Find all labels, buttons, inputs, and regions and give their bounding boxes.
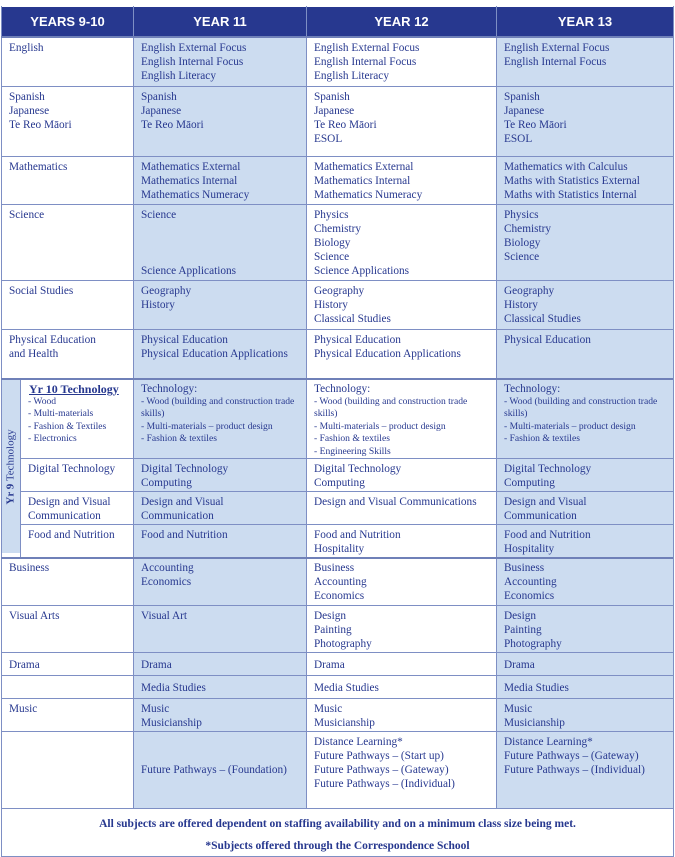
subject-line: Physical Education Applications <box>314 348 461 360</box>
subject-line: Media Studies <box>314 682 379 694</box>
subject-line: Geography <box>141 285 192 297</box>
subject-line: Physical Education Applications <box>141 348 288 360</box>
cell-tech-y11 <box>134 378 306 458</box>
subject-line: - Wood (building and construction trade skills) <box>141 396 295 420</box>
cell-business-y13 <box>497 557 673 605</box>
subject-line: Spanish <box>9 91 45 103</box>
cell-business-y910 <box>2 557 133 605</box>
cell-drama-y910 <box>2 652 133 675</box>
subject-line: Business <box>314 562 355 574</box>
subject-line: Computing <box>141 477 192 489</box>
subject-line: Media Studies <box>141 682 206 694</box>
grid-line <box>1 652 673 653</box>
subject-line: Hospitality <box>314 543 365 555</box>
subject-line: Digital Technology <box>504 463 592 475</box>
technology-heading: Yr 10 Technology <box>29 382 119 396</box>
subject-line: Future Pathways – (Gateway) <box>314 764 449 776</box>
cell-visual_arts-y13 <box>497 605 673 652</box>
cell-maths-y13 <box>497 156 673 204</box>
subject-line: Digital Technology <box>314 463 402 475</box>
subject-line: Visual Art <box>141 610 188 622</box>
cell-media-y12 <box>307 675 496 698</box>
cell-music-y11 <box>134 698 306 731</box>
cell-social-y13 <box>497 280 673 329</box>
subject-line: Drama <box>9 659 40 671</box>
cell-pathways-y11 <box>134 731 306 808</box>
cell-maths-y910 <box>2 156 133 204</box>
header-year-13: YEAR 13 <box>497 7 673 36</box>
header-year-12: YEAR 12 <box>307 7 496 36</box>
cell-tech-y910 <box>21 378 133 458</box>
subject-line: Science <box>504 251 540 263</box>
cell-pe-y12 <box>307 329 496 378</box>
subject-line: Drama <box>504 659 535 671</box>
subject-line: Design and Visual <box>504 496 587 508</box>
cell-music-y910 <box>2 698 133 731</box>
cell-visual_arts-y910 <box>2 605 133 652</box>
subject-line: Musicianship <box>504 717 565 729</box>
subject-line: Classical Studies <box>504 313 581 325</box>
cell-pathways-y910 <box>2 731 133 808</box>
subject-line: History <box>504 299 538 311</box>
cell-english-y12 <box>307 37 496 86</box>
yr9-technology-label <box>2 380 20 553</box>
cell-english-y11 <box>134 37 306 86</box>
technology-heading: Technology: <box>504 383 561 395</box>
cell-visual_arts-y11 <box>134 605 306 652</box>
subject-line: Photography <box>504 638 562 650</box>
grid-line <box>673 6 674 857</box>
subject-line: - Fashion & textiles <box>141 433 217 445</box>
grid-line <box>1 698 673 699</box>
cell-science-y13 <box>497 204 673 280</box>
cell-drama-y11 <box>134 652 306 675</box>
subject-line: Accounting <box>314 576 367 588</box>
subject-line: Mathematics External <box>141 161 241 173</box>
cell-languages-y12 <box>307 86 496 156</box>
cell-pathways-y12 <box>307 731 496 808</box>
subject-line: Food and Nutrition <box>141 529 228 541</box>
subject-line: Geography <box>504 285 555 297</box>
cell-digital-y12 <box>307 458 496 491</box>
cell-science-y12 <box>307 204 496 280</box>
subject-line: Design <box>504 610 537 622</box>
cell-social-y11 <box>134 280 306 329</box>
subject-line: Maths with Statistics Internal <box>504 189 637 201</box>
subject-line: Distance Learning* <box>504 736 593 748</box>
grid-line <box>1 156 673 157</box>
grid-line <box>1 6 2 857</box>
subject-line: - Multi-materials – product design <box>314 420 446 432</box>
subject-line: English External Focus <box>314 42 420 54</box>
subject-line: - Fashion & textiles <box>314 433 390 445</box>
grid-line <box>20 524 673 525</box>
subject-line: - Fashion & textiles <box>504 433 580 445</box>
subject-line: Biology <box>314 237 351 249</box>
grid-line <box>496 6 497 809</box>
subject-line: Spanish <box>504 91 540 103</box>
grid-line <box>20 378 21 557</box>
subject-line: Economics <box>504 590 555 602</box>
subject-line: Classical Studies <box>314 313 391 325</box>
subject-line: Food and Nutrition <box>28 529 115 541</box>
cell-visual_arts-y12 <box>307 605 496 652</box>
grid-line <box>1 557 673 559</box>
subject-line: Design and Visual <box>141 496 224 508</box>
cell-media-y11 <box>134 675 306 698</box>
subject-line: Food and Nutrition <box>314 529 401 541</box>
cell-food-y910 <box>21 524 133 557</box>
subject-line: - Wood (building and construction trade skills) <box>504 396 658 420</box>
subject-line: Science Applications <box>314 265 410 277</box>
grid-line <box>1 280 673 281</box>
grid-line <box>1 675 673 676</box>
subject-line: English External Focus <box>504 42 610 54</box>
subject-line: Visual Arts <box>9 610 60 622</box>
subject-line: Mathematics Internal <box>141 175 238 187</box>
subject-line: - Fashion & Textiles <box>28 420 107 432</box>
subject-line: Japanese <box>141 105 182 117</box>
grid-line <box>1 204 673 205</box>
cell-business-y12 <box>307 557 496 605</box>
subject-line: Communication <box>28 510 101 522</box>
cell-food-y13 <box>497 524 673 557</box>
subject-line: Te Reo Māori <box>504 119 567 131</box>
subject-line: Geography <box>314 285 365 297</box>
subject-line: Mathematics with Calculus <box>504 161 628 173</box>
subject-line: Painting <box>504 624 542 636</box>
subject-line: Computing <box>314 477 365 489</box>
subject-line: Science <box>141 209 177 221</box>
subject-line: Mathematics Numeracy <box>314 189 423 201</box>
subject-line: English <box>9 42 44 54</box>
subject-line: Science <box>9 209 45 221</box>
cell-digital-y13 <box>497 458 673 491</box>
cell-dvc-y11 <box>134 491 306 524</box>
subject-line: English External Focus <box>141 42 247 54</box>
subject-line: Business <box>504 562 545 574</box>
subject-line: Chemistry <box>504 223 552 235</box>
subject-line: Accounting <box>141 562 194 574</box>
subject-line: Design and Visual Communications <box>314 496 477 508</box>
cell-languages-y11 <box>134 86 306 156</box>
cell-business-y11 <box>134 557 306 605</box>
subject-line: Digital Technology <box>28 463 116 475</box>
subject-line: Mathematics <box>9 161 68 173</box>
subject-line: Physics <box>314 209 349 221</box>
subject-line: Chemistry <box>314 223 362 235</box>
subject-line: Social Studies <box>9 285 74 297</box>
cell-food-y12 <box>307 524 496 557</box>
subject-line: Media Studies <box>504 682 569 694</box>
subject-line: History <box>141 299 175 311</box>
subject-line: Physical Education <box>314 334 401 346</box>
cell-drama-y13 <box>497 652 673 675</box>
cell-maths-y11 <box>134 156 306 204</box>
subject-line: Drama <box>314 659 345 671</box>
subject-line: Future Pathways – (Foundation) <box>141 763 287 776</box>
subject-line: Science <box>314 251 350 263</box>
cell-media-y910 <box>2 675 133 698</box>
subject-line: Mathematics Internal <box>314 175 411 187</box>
subject-line: Biology <box>504 237 541 249</box>
grid-line <box>1 808 673 809</box>
subject-line: Physical Education <box>141 334 228 346</box>
cell-languages-y910 <box>2 86 133 156</box>
subject-line: Mathematics External <box>314 161 414 173</box>
technology-heading: Technology: <box>141 383 198 395</box>
subject-line: - Wood <box>28 396 57 407</box>
subject-line: - Wood (building and construction trade skills) <box>314 396 468 420</box>
subject-line: Business <box>9 562 50 574</box>
subject-line: ESOL <box>504 133 533 145</box>
grid-line <box>20 491 673 492</box>
subject-line: Drama <box>141 659 172 671</box>
subject-line: - Engineering Skills <box>314 445 391 457</box>
subject-line: Music <box>504 703 533 715</box>
subject-line: - Multi-materials – product design <box>504 420 636 432</box>
subject-line: Hospitality <box>504 543 555 555</box>
cell-pe-y13 <box>497 329 673 378</box>
footer-correspondence-note: *Subjects offered through the Correspondence School <box>205 840 470 852</box>
subject-line: Japanese <box>504 105 545 117</box>
subject-line: - Multi-materials <box>28 408 94 420</box>
subject-line: Te Reo Māori <box>141 119 204 131</box>
subject-line: and Health <box>9 348 59 360</box>
subject-line: Accounting <box>504 576 557 588</box>
subject-line: Design <box>314 610 347 622</box>
cell-science-y910 <box>2 204 133 280</box>
cell-food-y11 <box>134 524 306 557</box>
subject-line: Spanish <box>314 91 350 103</box>
cell-english-y910 <box>2 37 133 86</box>
subject-line: Communication <box>141 510 214 522</box>
grid-line <box>133 6 134 809</box>
grid-line <box>1 36 673 38</box>
subject-line: - Electronics <box>28 433 77 445</box>
subject-line: Future Pathways – (Individual) <box>314 778 455 790</box>
subject-line: Physical Education <box>9 334 96 346</box>
subject-line: Japanese <box>314 105 355 117</box>
cell-dvc-y910 <box>21 491 133 524</box>
cell-dvc-y13 <box>497 491 673 524</box>
cell-languages-y13 <box>497 86 673 156</box>
cell-tech-y13 <box>497 378 673 458</box>
subject-line: Spanish <box>141 91 177 103</box>
grid-line <box>20 458 673 459</box>
cell-science-y11 <box>134 204 306 280</box>
subject-line: History <box>314 299 348 311</box>
cell-maths-y12 <box>307 156 496 204</box>
cell-media-y13 <box>497 675 673 698</box>
cell-social-y910 <box>2 280 133 329</box>
subject-line: Future Pathways – (Start up) <box>314 750 444 762</box>
subject-line: Te Reo Māori <box>9 119 72 131</box>
subject-line: English Internal Focus <box>141 56 244 68</box>
grid-line <box>1 86 673 87</box>
cell-english-y13 <box>497 37 673 86</box>
grid-line <box>1 605 673 606</box>
cell-digital-y11 <box>134 458 306 491</box>
subject-line: Photography <box>314 638 372 650</box>
subject-line: Digital Technology <box>141 463 229 475</box>
header-years-9-10: YEARS 9-10 <box>2 7 133 36</box>
subject-line: Te Reo Māori <box>314 119 377 131</box>
subject-line: English Internal Focus <box>314 56 417 68</box>
footer-note: All subjects are offered dependent on staffing availability and on a minimum class size being met. <box>99 818 576 830</box>
subject-line: Music <box>9 703 38 715</box>
yr9-label-rest: Technology <box>5 428 17 484</box>
grid-line <box>306 6 307 809</box>
yr9-label-bold: Yr 9 <box>5 483 17 505</box>
subject-line: Musicianship <box>314 717 375 729</box>
cell-drama-y12 <box>307 652 496 675</box>
cell-music-y13 <box>497 698 673 731</box>
subject-line: Economics <box>314 590 365 602</box>
subject-line: Japanese <box>9 105 50 117</box>
subject-line: English Literacy <box>141 70 216 82</box>
subject-line: Distance Learning* <box>314 736 403 748</box>
cell-pe-y11 <box>134 329 306 378</box>
cell-pathways-y13 <box>497 731 673 808</box>
subject-line: Science Applications <box>141 265 237 277</box>
subject-line: Economics <box>141 576 192 588</box>
grid-line <box>1 378 673 380</box>
grid-line <box>1 329 673 330</box>
subject-line: Future Pathways – (Gateway) <box>504 750 639 762</box>
header-year-11: YEAR 11 <box>134 7 306 36</box>
subject-line: Musicianship <box>141 717 202 729</box>
cell-digital-y910 <box>21 458 133 491</box>
subject-line: ESOL <box>314 133 343 145</box>
cell-music-y12 <box>307 698 496 731</box>
subject-line: Mathematics Numeracy <box>141 189 250 201</box>
subject-line: Communication <box>504 510 577 522</box>
subject-line: Painting <box>314 624 352 636</box>
subject-line: Music <box>141 703 170 715</box>
subject-line: Physics <box>504 209 539 221</box>
subject-line: Food and Nutrition <box>504 529 591 541</box>
subject-line: - Multi-materials – product design <box>141 420 273 432</box>
cell-social-y12 <box>307 280 496 329</box>
cell-pe-y910 <box>2 329 133 378</box>
subject-line: Maths with Statistics External <box>504 175 640 187</box>
grid-line <box>1 731 673 732</box>
subject-line: Physical Education <box>504 334 591 346</box>
cell-dvc-y12 <box>307 491 496 524</box>
subject-line: Future Pathways – (Individual) <box>504 764 645 776</box>
technology-heading: Technology: <box>314 383 371 395</box>
subject-line: Design and Visual <box>28 496 111 508</box>
subject-line: Music <box>314 703 343 715</box>
subject-line: Computing <box>504 477 555 489</box>
subject-line: English Internal Focus <box>504 56 607 68</box>
cell-tech-y12 <box>307 378 496 458</box>
subject-line: English Literacy <box>314 70 389 82</box>
